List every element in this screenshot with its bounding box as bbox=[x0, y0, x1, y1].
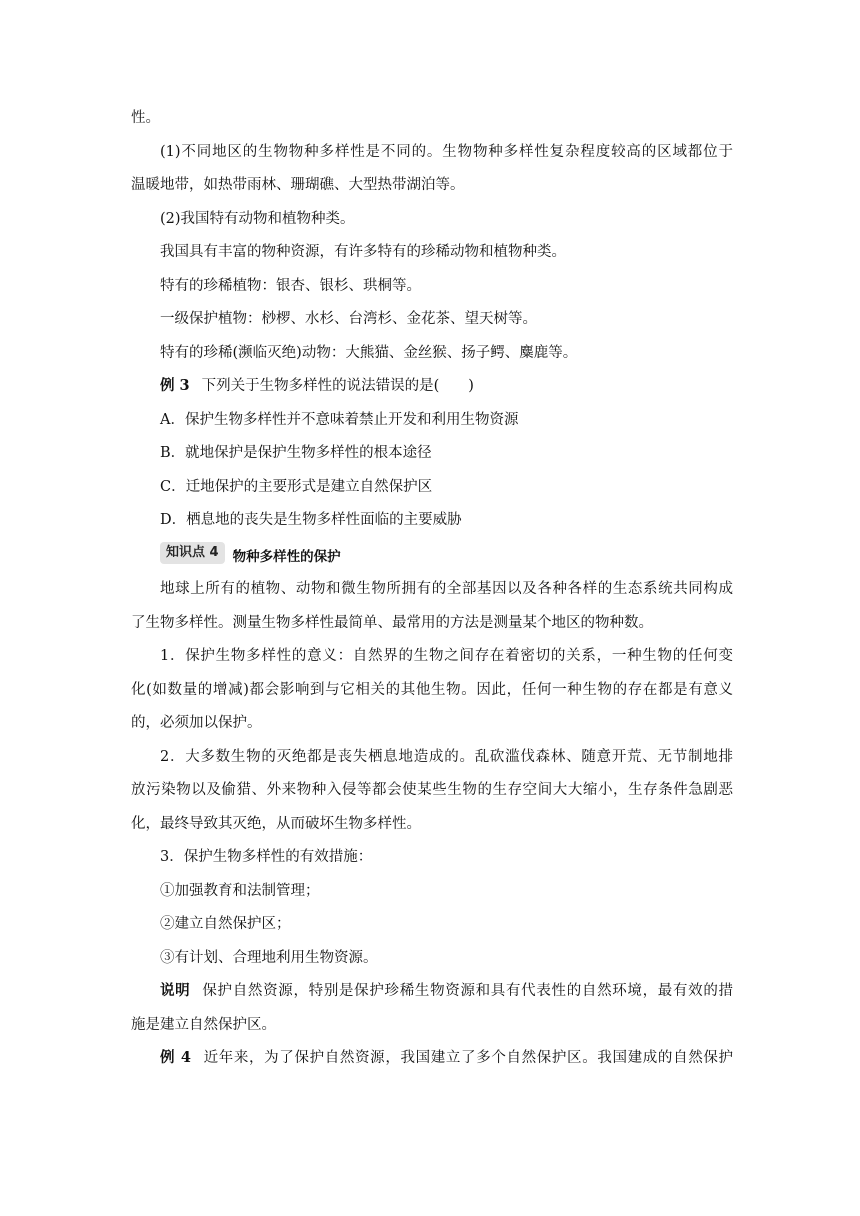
note-label: 说明 bbox=[160, 982, 191, 999]
text-line: 化(如数量的增减)都会影响到与它相关的其他生物。因此，任何一种生物的存在都是有意义 bbox=[131, 681, 733, 698]
knowledge-point-badge: 知识点 4 bbox=[160, 542, 225, 564]
text-line: 温暖地带，如热带雨林、珊瑚礁、大型热带湖泊等。 bbox=[131, 177, 465, 193]
measure-item: ①加强教育和法制管理； bbox=[160, 882, 320, 899]
text-line: 化，最终导致其灭绝，从而破坏生物多样性。 bbox=[131, 815, 421, 832]
measure-item: ③有计划、合理地利用生物资源。 bbox=[160, 949, 378, 966]
section-title: 物种多样性的保护 bbox=[232, 549, 341, 565]
text-line: 地球上所有的植物、动物和微生物所拥有的全部基因以及各种各样的生态系统共同构成 bbox=[160, 581, 733, 597]
text-line: 1．保护生物多样性的意义：自然界的生物之间存在着密切的关系，一种生物的任何变 bbox=[160, 648, 733, 664]
measure-item: ②建立自然保护区； bbox=[160, 916, 291, 932]
text-line: 特有的珍稀(濒临灭绝)动物：大熊猫、金丝猴、扬子鳄、麋鹿等。 bbox=[160, 344, 578, 361]
note-text: 保护自然资源，特别是保护珍稀生物资源和具有代表性的自然环境，最有效的措 bbox=[202, 983, 734, 999]
text-line: 3．保护生物多样性的有效措施： bbox=[160, 849, 373, 865]
text-line: 的，必须加以保护。 bbox=[131, 715, 262, 731]
example-text: 下列关于生物多样性的说法错误的是( ) bbox=[201, 378, 474, 394]
option-b: B．就地保护是保护生物多样性的根本途径 bbox=[160, 445, 432, 461]
option-d: D．栖息地的丧失是生物多样性面临的主要威胁 bbox=[160, 512, 462, 528]
example-label: 例 4 bbox=[160, 1049, 191, 1066]
text-line: 一级保护植物：桫椤、水杉、台湾杉、金花茶、望天树等。 bbox=[160, 311, 537, 327]
example-label: 例 3 bbox=[160, 377, 190, 394]
text-line: (2)我国特有动物和植物种类。 bbox=[160, 210, 355, 227]
text-line: 施是建立自然保护区。 bbox=[131, 1016, 276, 1033]
example-3-question bbox=[131, 376, 733, 396]
option-c: C．迁地保护的主要形式是建立自然保护区 bbox=[160, 478, 433, 495]
text-line: 性。 bbox=[131, 110, 160, 126]
text-line: 了生物多样性。测量生物多样性最简单、最常用的方法是测量某个地区的物种数。 bbox=[131, 614, 653, 631]
document-body bbox=[131, 108, 733, 1068]
note-line bbox=[131, 981, 733, 1001]
text-line: 特有的珍稀植物：银杏、银杉、珙桐等。 bbox=[160, 277, 421, 294]
text-line: (1)不同地区的生物物种多样性是不同的。生物物种多样性复杂程度较高的区域都位于 bbox=[160, 143, 733, 160]
text-line: 2．大多数生物的灭绝都是丧失栖息地造成的。乱砍滥伐森林、随意开荒、无节制地排 bbox=[160, 748, 733, 765]
option-a: A．保护生物多样性并不意味着禁止开发和利用生物资源 bbox=[160, 411, 519, 428]
text-line: 放污染物以及偷猎、外来物种入侵等都会使某些生物的生存空间大大缩小，生存条件急剧恶 bbox=[131, 782, 733, 798]
example-text: 近年来，为了保护自然资源，我国建立了多个自然保护区。我国建成的自然保护 bbox=[202, 1050, 734, 1066]
text-line: 我国具有丰富的物种资源，有许多特有的珍稀动物和植物种类。 bbox=[160, 244, 566, 260]
example-4-question bbox=[131, 1048, 733, 1068]
knowledge-point-heading bbox=[131, 542, 733, 570]
